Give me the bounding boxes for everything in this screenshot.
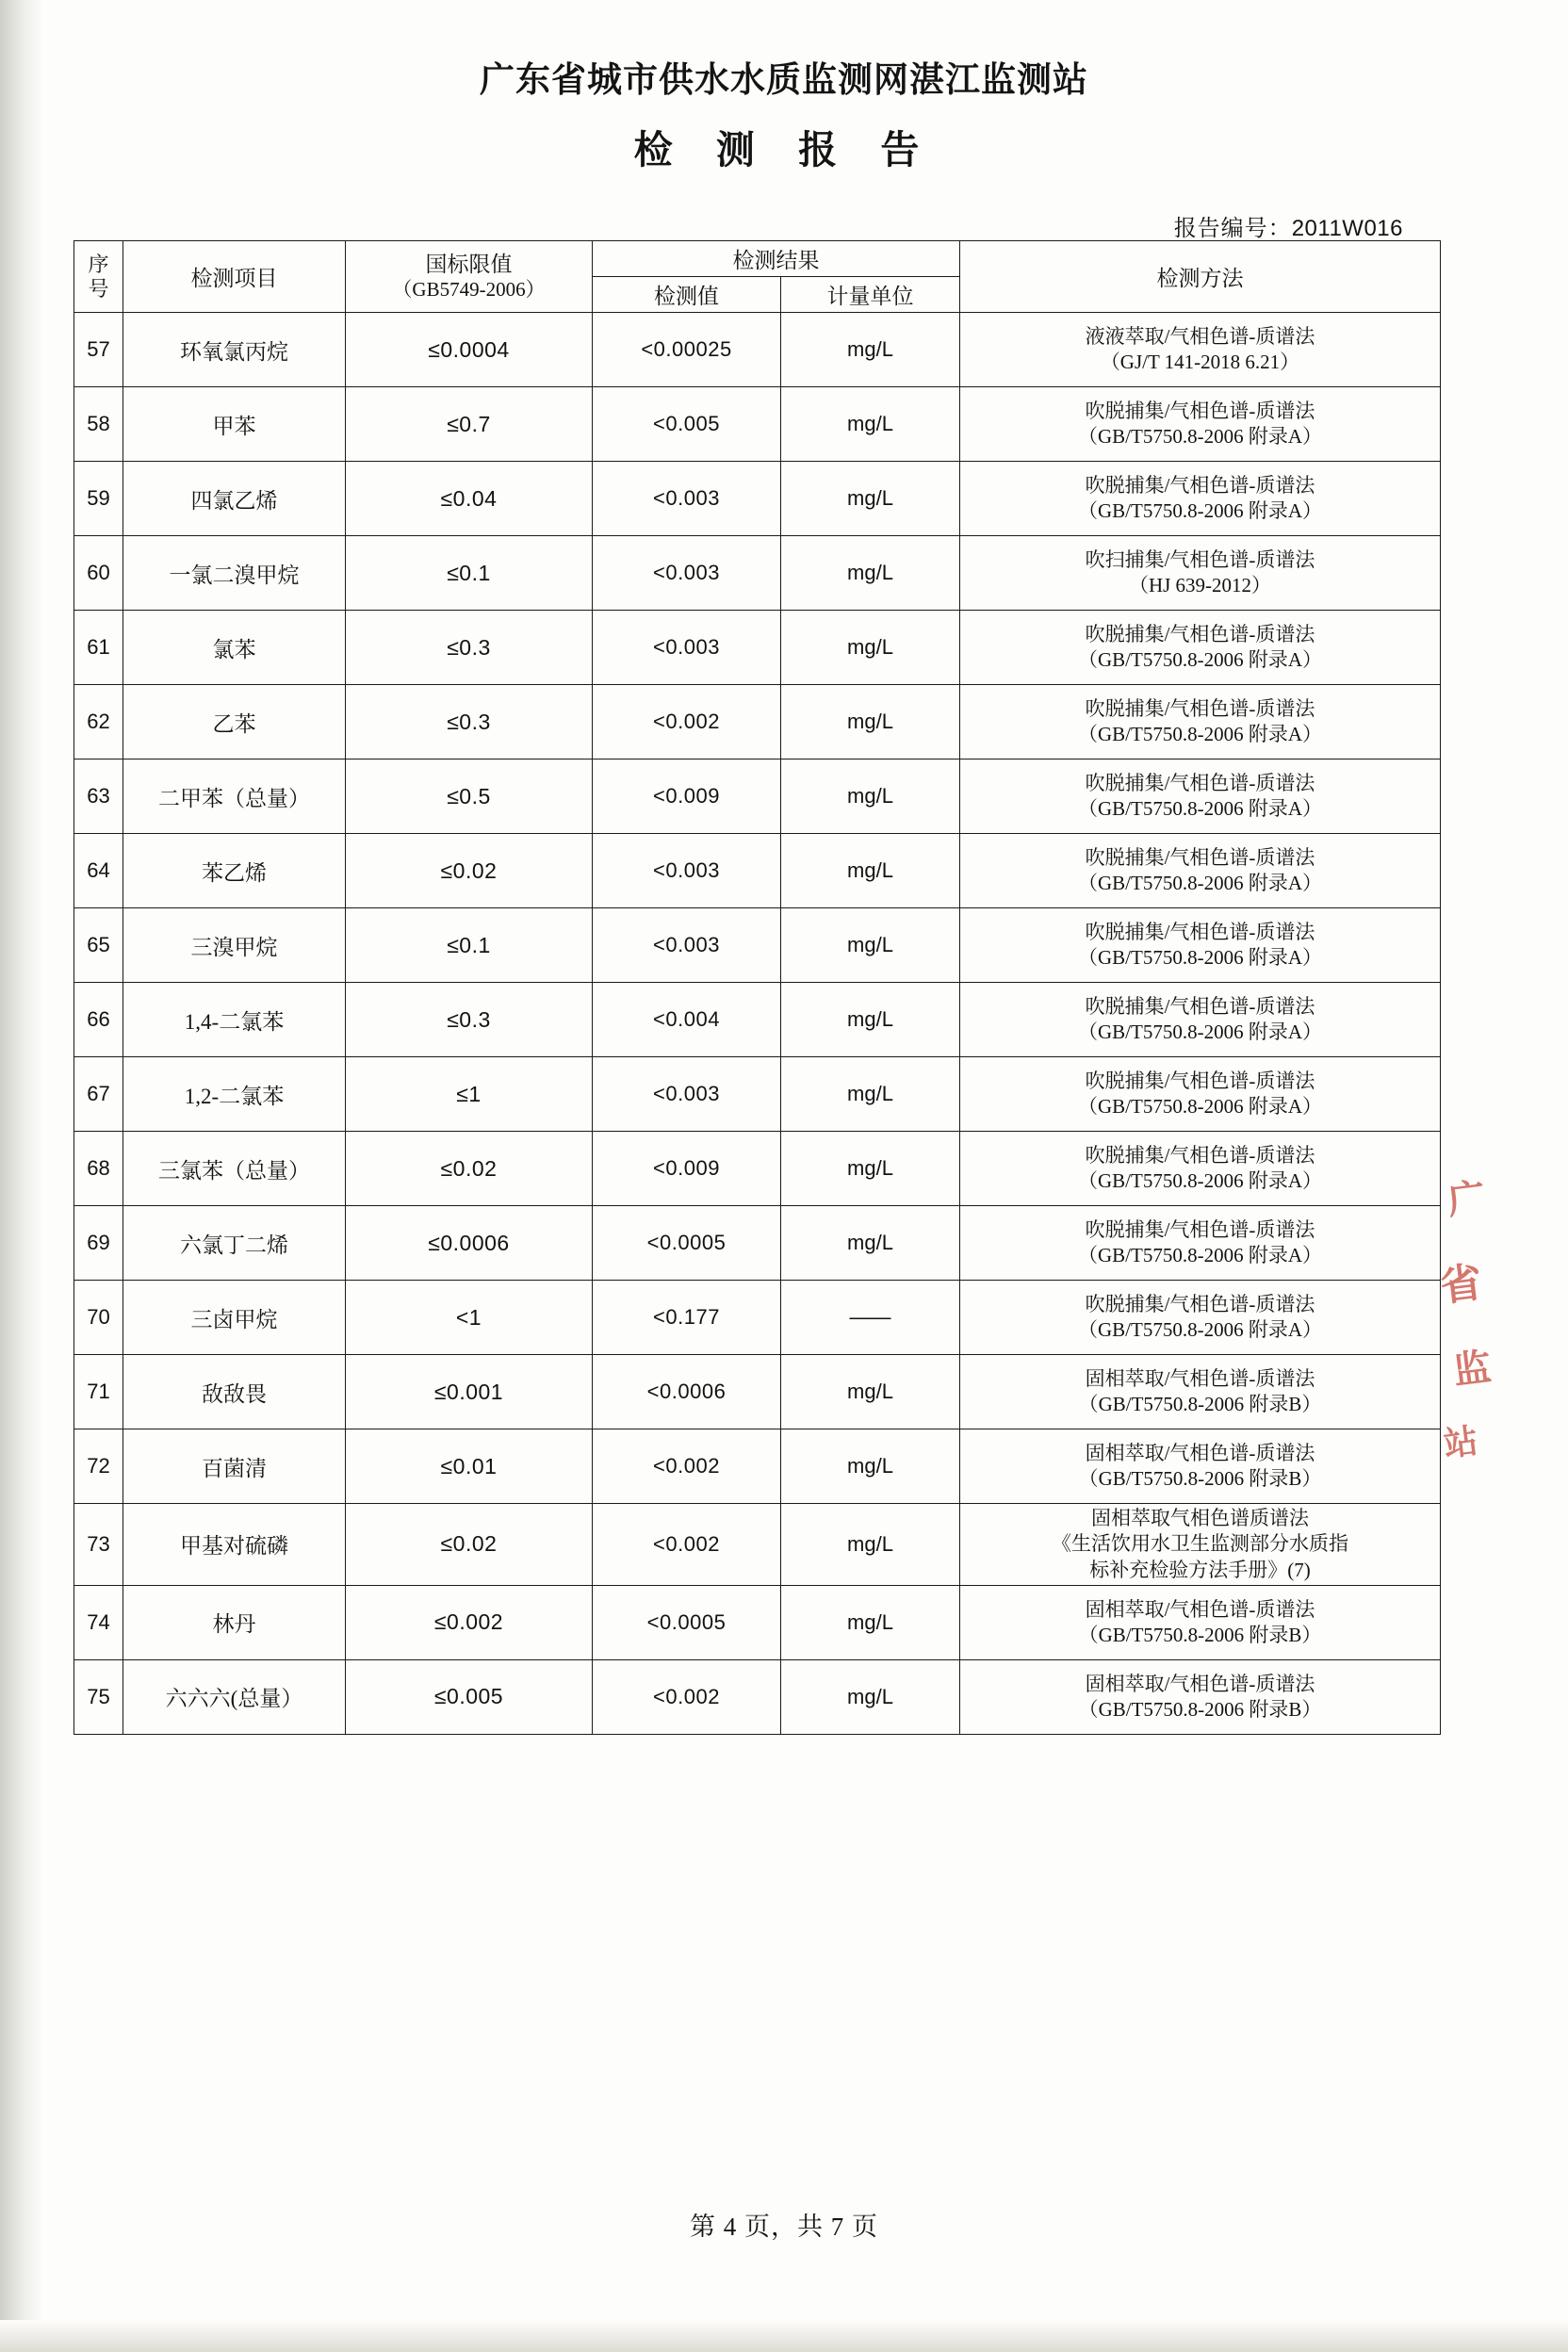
cell-method <box>960 1355 1441 1429</box>
cell-method-line1: 固相萃取/气相色谱-质谱法 <box>1085 1597 1315 1621</box>
cell-method-line1: 吹脱捕集/气相色谱-质谱法 <box>1085 771 1315 794</box>
cell-method-line2: （GB/T5750.8-2006 附录A） <box>1078 723 1322 745</box>
cell-no: 59 <box>74 462 123 536</box>
cell-method <box>960 908 1441 983</box>
cell-value: <0.0005 <box>593 1585 781 1659</box>
cell-unit: mg/L <box>781 834 960 908</box>
cell-value: <0.005 <box>593 387 781 462</box>
cell-item: 三氯苯（总量） <box>123 1132 346 1206</box>
table-row <box>74 760 1441 834</box>
cell-value: <0.0006 <box>593 1355 781 1429</box>
table-row <box>74 1057 1441 1132</box>
cell-unit: mg/L <box>781 1504 960 1586</box>
organization-title: 广东省城市供水水质监测网湛江监测站 <box>480 58 1088 100</box>
table-row <box>74 462 1441 536</box>
cell-method-line1: 吹脱捕集/气相色谱-质谱法 <box>1085 1217 1315 1241</box>
cell-method-line1: 固相萃取/气相色谱-质谱法 <box>1085 1366 1315 1390</box>
cell-method <box>960 760 1441 834</box>
cell-method <box>960 685 1441 760</box>
cell-limit: ≤0.0004 <box>346 313 593 387</box>
table-row <box>74 685 1441 760</box>
cell-method-line2: （GB/T5750.8-2006 附录B） <box>1078 1467 1322 1490</box>
cell-method-line2: 《生活饮用水卫生监测部分水质指 <box>1052 1532 1348 1556</box>
cell-method <box>960 1429 1441 1504</box>
cell-method-line2: （GB/T5750.8-2006 附录A） <box>1078 499 1322 522</box>
cell-method <box>960 313 1441 387</box>
cell-item: 四氯乙烯 <box>123 462 346 536</box>
cell-method-line1: 吹脱捕集/气相色谱-质谱法 <box>1085 622 1315 645</box>
cell-method-line1: 吹脱捕集/气相色谱-质谱法 <box>1085 1069 1315 1092</box>
cell-method-line2: （GB/T5750.8-2006 附录A） <box>1078 648 1322 671</box>
scan-edge-bottom <box>0 2320 1568 2352</box>
cell-method <box>960 1206 1441 1281</box>
column-header-limit-line1: 国标限值 <box>425 252 513 276</box>
cell-no: 57 <box>74 313 123 387</box>
cell-no: 73 <box>74 1504 123 1586</box>
column-header-no <box>74 241 123 313</box>
cell-limit: ≤0.02 <box>346 1504 593 1586</box>
document-header <box>0 51 1568 174</box>
cell-method-line1: 吹扫捕集/气相色谱-质谱法 <box>1085 547 1315 571</box>
cell-method <box>960 1504 1441 1586</box>
cell-item: 三卤甲烷 <box>123 1281 346 1355</box>
report-number <box>1174 209 1403 242</box>
cell-method <box>960 1659 1441 1734</box>
cell-limit: ≤0.02 <box>346 1132 593 1206</box>
column-header-item: 检测项目 <box>123 241 346 313</box>
cell-method-line2: （GB/T5750.8-2006 附录A） <box>1078 1021 1322 1043</box>
cell-value: <0.009 <box>593 1132 781 1206</box>
cell-item: 甲苯 <box>123 387 346 462</box>
table-row <box>74 536 1441 611</box>
column-header-method: 检测方法 <box>960 241 1441 313</box>
table-row <box>74 1585 1441 1659</box>
cell-method-line1: 吹脱捕集/气相色谱-质谱法 <box>1085 473 1315 497</box>
cell-limit: ≤0.01 <box>346 1429 593 1504</box>
column-header-no-line1: 序 <box>88 252 109 276</box>
cell-item: 三溴甲烷 <box>123 908 346 983</box>
cell-value: <0.004 <box>593 983 781 1057</box>
cell-unit: mg/L <box>781 760 960 834</box>
cell-limit: ≤0.7 <box>346 387 593 462</box>
cell-method-line1: 吹脱捕集/气相色谱-质谱法 <box>1085 1143 1315 1167</box>
cell-no: 68 <box>74 1132 123 1206</box>
cell-item: 氯苯 <box>123 611 346 685</box>
cell-item: 林丹 <box>123 1585 346 1659</box>
cell-value: <0.002 <box>593 685 781 760</box>
cell-no: 69 <box>74 1206 123 1281</box>
cell-method-line2: （GB/T5750.8-2006 附录A） <box>1078 1095 1322 1118</box>
cell-method-line1: 固相萃取气相色谱质谱法 <box>1091 1507 1309 1529</box>
cell-method-line2: （GB/T5750.8-2006 附录A） <box>1078 1244 1322 1266</box>
cell-method <box>960 834 1441 908</box>
cell-method <box>960 462 1441 536</box>
cell-no: 71 <box>74 1355 123 1429</box>
cell-method-line1: 吹脱捕集/气相色谱-质谱法 <box>1085 920 1315 943</box>
table-row <box>74 611 1441 685</box>
cell-no: 65 <box>74 908 123 983</box>
table-row <box>74 834 1441 908</box>
cell-method-line2: （GB/T5750.8-2006 附录B） <box>1078 1623 1322 1646</box>
cell-item: 二甲苯（总量） <box>123 760 346 834</box>
cell-method <box>960 611 1441 685</box>
cell-item: 1,4-二氯苯 <box>123 983 346 1057</box>
cell-no: 66 <box>74 983 123 1057</box>
cell-unit: mg/L <box>781 1585 960 1659</box>
cell-method-line1: 吹脱捕集/气相色谱-质谱法 <box>1085 399 1315 422</box>
cell-method-line2: （GB/T5750.8-2006 附录A） <box>1078 797 1322 820</box>
cell-no: 72 <box>74 1429 123 1504</box>
scan-edge-left <box>0 0 43 2352</box>
cell-limit: ≤0.005 <box>346 1659 593 1734</box>
report-number-label: 报告编号： <box>1173 217 1292 241</box>
cell-method-line3: 标补充检验方法手册》(7) <box>1089 1558 1311 1581</box>
cell-value: <0.009 <box>593 760 781 834</box>
cell-method <box>960 1132 1441 1206</box>
cell-method-line2: （GB/T5750.8-2006 附录A） <box>1078 1318 1322 1341</box>
stamp-mark: 省 <box>1437 1258 1485 1312</box>
cell-unit: mg/L <box>781 1057 960 1132</box>
table-row <box>74 1355 1441 1429</box>
cell-unit: mg/L <box>781 611 960 685</box>
table-row <box>74 1132 1441 1206</box>
cell-method <box>960 1281 1441 1355</box>
cell-limit: ≤0.04 <box>346 462 593 536</box>
table-row <box>74 983 1441 1057</box>
cell-limit: ≤0.5 <box>346 760 593 834</box>
cell-method <box>960 1585 1441 1659</box>
table-row <box>74 1206 1441 1281</box>
table-row <box>74 1504 1441 1586</box>
cell-unit: —— <box>781 1281 960 1355</box>
column-header-limit <box>346 241 593 313</box>
page-title: 检 测 报 告 <box>633 127 935 172</box>
cell-no: 74 <box>74 1585 123 1659</box>
table-row <box>74 387 1441 462</box>
cell-method <box>960 983 1441 1057</box>
cell-unit: mg/L <box>781 685 960 760</box>
cell-item: 乙苯 <box>123 685 346 760</box>
cell-value: <0.003 <box>593 908 781 983</box>
cell-method-line2: （GB/T5750.8-2006 附录A） <box>1078 425 1322 448</box>
table-row <box>74 1659 1441 1734</box>
cell-item: 甲基对硫磷 <box>123 1504 346 1586</box>
table-header <box>74 241 1441 313</box>
cell-no: 63 <box>74 760 123 834</box>
cell-unit: mg/L <box>781 983 960 1057</box>
cell-unit: mg/L <box>781 908 960 983</box>
cell-no: 62 <box>74 685 123 760</box>
cell-limit: ≤0.3 <box>346 685 593 760</box>
cell-value: <0.003 <box>593 1057 781 1132</box>
cell-item: 一氯二溴甲烷 <box>123 536 346 611</box>
column-header-unit: 计量单位 <box>781 277 960 313</box>
column-header-limit-line2: （GB5749-2006） <box>392 277 546 301</box>
cell-unit: mg/L <box>781 462 960 536</box>
cell-no: 58 <box>74 387 123 462</box>
cell-unit: mg/L <box>781 387 960 462</box>
cell-no: 70 <box>74 1281 123 1355</box>
cell-method-line2: （GB/T5750.8-2006 附录B） <box>1078 1697 1322 1721</box>
cell-value: <0.002 <box>593 1429 781 1504</box>
table-row <box>74 908 1441 983</box>
cell-limit: ≤0.002 <box>346 1585 593 1659</box>
cell-no: 60 <box>74 536 123 611</box>
cell-method-line2: （HJ 639-2012） <box>1128 574 1272 596</box>
cell-method-line1: 吹脱捕集/气相色谱-质谱法 <box>1085 994 1315 1018</box>
cell-method-line2: （GJ/T 141-2018 6.21） <box>1100 351 1300 373</box>
page-footer: 第 4 页，共 7 页 <box>690 2213 878 2241</box>
cell-no: 67 <box>74 1057 123 1132</box>
cell-method-line2: （GB/T5750.8-2006 附录B） <box>1078 1393 1322 1415</box>
table-row <box>74 1429 1441 1504</box>
cell-method-line1: 吹脱捕集/气相色谱-质谱法 <box>1085 696 1315 720</box>
stamp-mark: 站 <box>1441 1420 1480 1465</box>
cell-item: 环氧氯丙烷 <box>123 313 346 387</box>
cell-value: <0.003 <box>593 834 781 908</box>
cell-no: 64 <box>74 834 123 908</box>
cell-value: <0.177 <box>593 1281 781 1355</box>
cell-method <box>960 536 1441 611</box>
cell-value: <0.002 <box>593 1659 781 1734</box>
cell-unit: mg/L <box>781 1659 960 1734</box>
report-number-value: 2011W016 <box>1291 216 1403 241</box>
cell-method-line2: （GB/T5750.8-2006 附录A） <box>1078 1169 1322 1192</box>
cell-item: 1,2-二氯苯 <box>123 1057 346 1132</box>
cell-item: 苯乙烯 <box>123 834 346 908</box>
cell-limit: ≤0.1 <box>346 908 593 983</box>
cell-method-line1: 吹脱捕集/气相色谱-质谱法 <box>1085 845 1315 869</box>
cell-value: <0.00025 <box>593 313 781 387</box>
cell-method <box>960 1057 1441 1132</box>
cell-method-line1: 固相萃取/气相色谱-质谱法 <box>1085 1441 1315 1464</box>
table-body <box>74 313 1441 1735</box>
cell-item: 敌敌畏 <box>123 1355 346 1429</box>
cell-limit: ≤0.0006 <box>346 1206 593 1281</box>
cell-no: 75 <box>74 1659 123 1734</box>
cell-limit: ≤1 <box>346 1057 593 1132</box>
cell-method-line2: （GB/T5750.8-2006 附录A） <box>1078 946 1322 969</box>
cell-value: <0.0005 <box>593 1206 781 1281</box>
cell-limit: ≤0.1 <box>346 536 593 611</box>
cell-unit: mg/L <box>781 1429 960 1504</box>
cell-method-line1: 固相萃取/气相色谱-质谱法 <box>1085 1672 1315 1695</box>
cell-method-line1: 液液萃取/气相色谱-质谱法 <box>1085 324 1315 348</box>
column-header-value: 检测值 <box>593 277 781 313</box>
cell-method <box>960 387 1441 462</box>
results-table <box>74 240 1441 1735</box>
cell-value: <0.003 <box>593 611 781 685</box>
cell-method-line1: 吹脱捕集/气相色谱-质谱法 <box>1085 1292 1315 1315</box>
column-header-no-line2: 号 <box>88 276 109 301</box>
cell-value: <0.002 <box>593 1504 781 1586</box>
cell-limit: <1 <box>346 1281 593 1355</box>
cell-unit: mg/L <box>781 536 960 611</box>
cell-item: 百菌清 <box>123 1429 346 1504</box>
stamp-mark: 广 <box>1445 1174 1489 1224</box>
cell-value: <0.003 <box>593 462 781 536</box>
cell-item: 六氯丁二烯 <box>123 1206 346 1281</box>
stamp-mark: 监 <box>1450 1344 1494 1394</box>
cell-unit: mg/L <box>781 313 960 387</box>
cell-method-line2: （GB/T5750.8-2006 附录A） <box>1078 872 1322 894</box>
cell-limit: ≤0.3 <box>346 983 593 1057</box>
cell-no: 61 <box>74 611 123 685</box>
cell-item: 六六六(总量） <box>123 1659 346 1734</box>
table-row <box>74 1281 1441 1355</box>
cell-value: <0.003 <box>593 536 781 611</box>
cell-unit: mg/L <box>781 1206 960 1281</box>
cell-unit: mg/L <box>781 1132 960 1206</box>
red-seal-stamp <box>1434 1164 1547 1475</box>
cell-limit: ≤0.02 <box>346 834 593 908</box>
cell-limit: ≤0.3 <box>346 611 593 685</box>
column-header-result-group: 检测结果 <box>593 241 960 277</box>
cell-limit: ≤0.001 <box>346 1355 593 1429</box>
table-row <box>74 313 1441 387</box>
cell-unit: mg/L <box>781 1355 960 1429</box>
